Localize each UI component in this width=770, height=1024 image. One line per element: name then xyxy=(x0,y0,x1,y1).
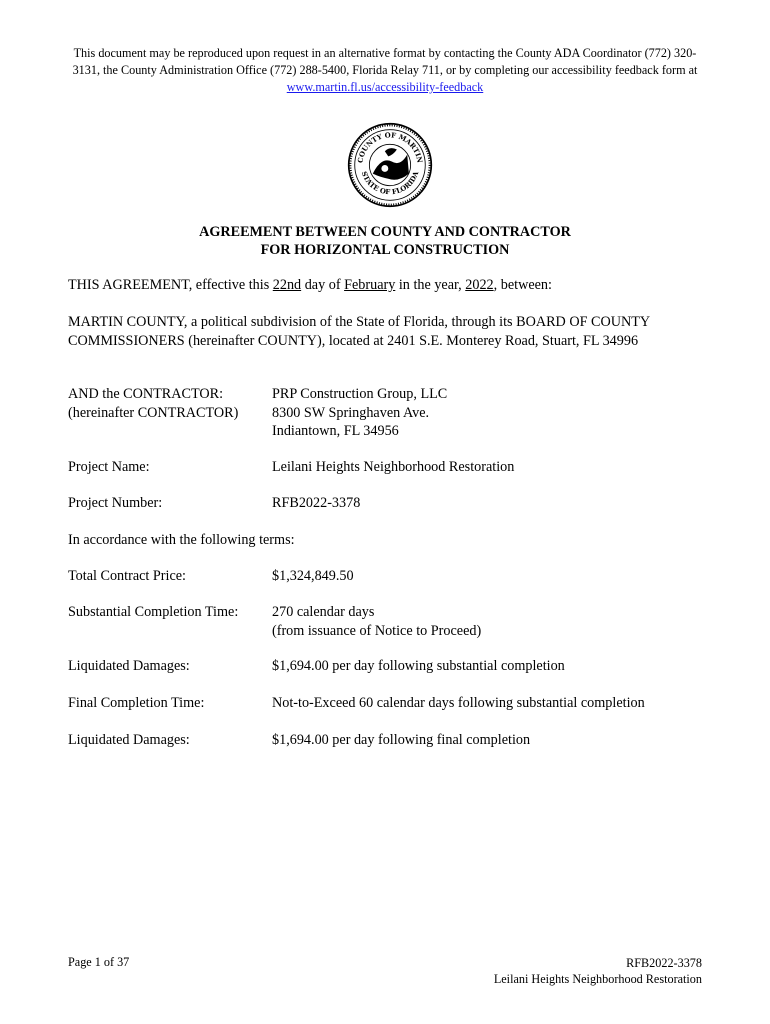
svg-text:STATE OF FLORIDA: STATE OF FLORIDA xyxy=(359,170,421,197)
project-number-label: Project Number: xyxy=(68,495,163,511)
substantial-time-value: 270 calendar days (from issuance of Notice to Proceed) xyxy=(272,604,482,639)
svg-text:COUNTY OF MARTIN: COUNTY OF MARTIN xyxy=(356,131,424,164)
project-name-label: Project Name: xyxy=(68,459,150,475)
effective-text-4: , between: xyxy=(493,277,552,293)
footer-rfb: RFB2022-3378 xyxy=(626,956,702,970)
liquidated-damages-1-label: Liquidated Damages: xyxy=(68,658,190,674)
total-price-value: $1,324,849.50 xyxy=(272,568,354,584)
liquidated-damages-1-value: $1,694.00 per day following substantial completion xyxy=(272,658,565,674)
footer-project: Leilani Heights Neighborhood Restoration xyxy=(493,972,702,986)
effective-text-3: in the year, xyxy=(395,277,466,293)
project-number-value: RFB2022-3378 xyxy=(272,495,361,511)
notice-text: This document may be reproduced upon request in an alternative format by contacting the County ADA Coordinator (772) 320-3131, the County Administration Office (772) 288-5400, Florida Relay 711, or by completing our accessibility feedback form at xyxy=(72,46,698,77)
effective-month: February xyxy=(344,277,396,293)
effective-date-paragraph xyxy=(68,276,718,295)
page-number: Page 1 of 37 xyxy=(68,955,130,969)
title-line-2: FOR HORIZONTAL CONSTRUCTION xyxy=(260,242,510,258)
county-paragraph: MARTIN COUNTY, a political subdivision of the State of Florida, through its BOARD OF COUNTY COMMISSIONERS (hereinafter COUNTY), located at 2401 S.E. Monterey Road, Stuart, FL 34996 xyxy=(68,314,650,349)
effective-year: 2022 xyxy=(465,277,494,293)
substantial-time-label: Substantial Completion Time: xyxy=(68,604,239,620)
terms-intro: In accordance with the following terms: xyxy=(68,532,295,548)
contractor-label: AND the CONTRACTOR: (hereinafter CONTRACTOR) xyxy=(68,386,239,421)
total-price-label: Total Contract Price: xyxy=(68,568,186,584)
final-time-value: Not-to-Exceed 60 calendar days following substantial completion xyxy=(272,695,645,711)
footer-reference xyxy=(494,955,702,987)
final-time-label: Final Completion Time: xyxy=(68,695,205,711)
project-name-value: Leilani Heights Neighborhood Restoration xyxy=(272,459,515,475)
county-seal-logo xyxy=(347,122,433,208)
effective-text-2: day of xyxy=(301,277,345,293)
accessibility-feedback-link[interactable]: www.martin.fl.us/accessibility-feedback xyxy=(286,80,484,94)
contractor-value: PRP Construction Group, LLC 8300 SW Springhaven Ave. Indiantown, FL 34956 xyxy=(272,386,448,439)
accessibility-notice xyxy=(60,45,710,96)
effective-text-1: THIS AGREEMENT, effective this xyxy=(68,277,273,293)
liquidated-damages-2-label: Liquidated Damages: xyxy=(68,732,190,748)
liquidated-damages-2-value: $1,694.00 per day following final completion xyxy=(272,732,531,748)
title-line-1: AGREEMENT BETWEEN COUNTY AND CONTRACTOR xyxy=(199,224,571,240)
agreement-title xyxy=(60,223,710,259)
effective-day: 22nd xyxy=(272,277,302,293)
